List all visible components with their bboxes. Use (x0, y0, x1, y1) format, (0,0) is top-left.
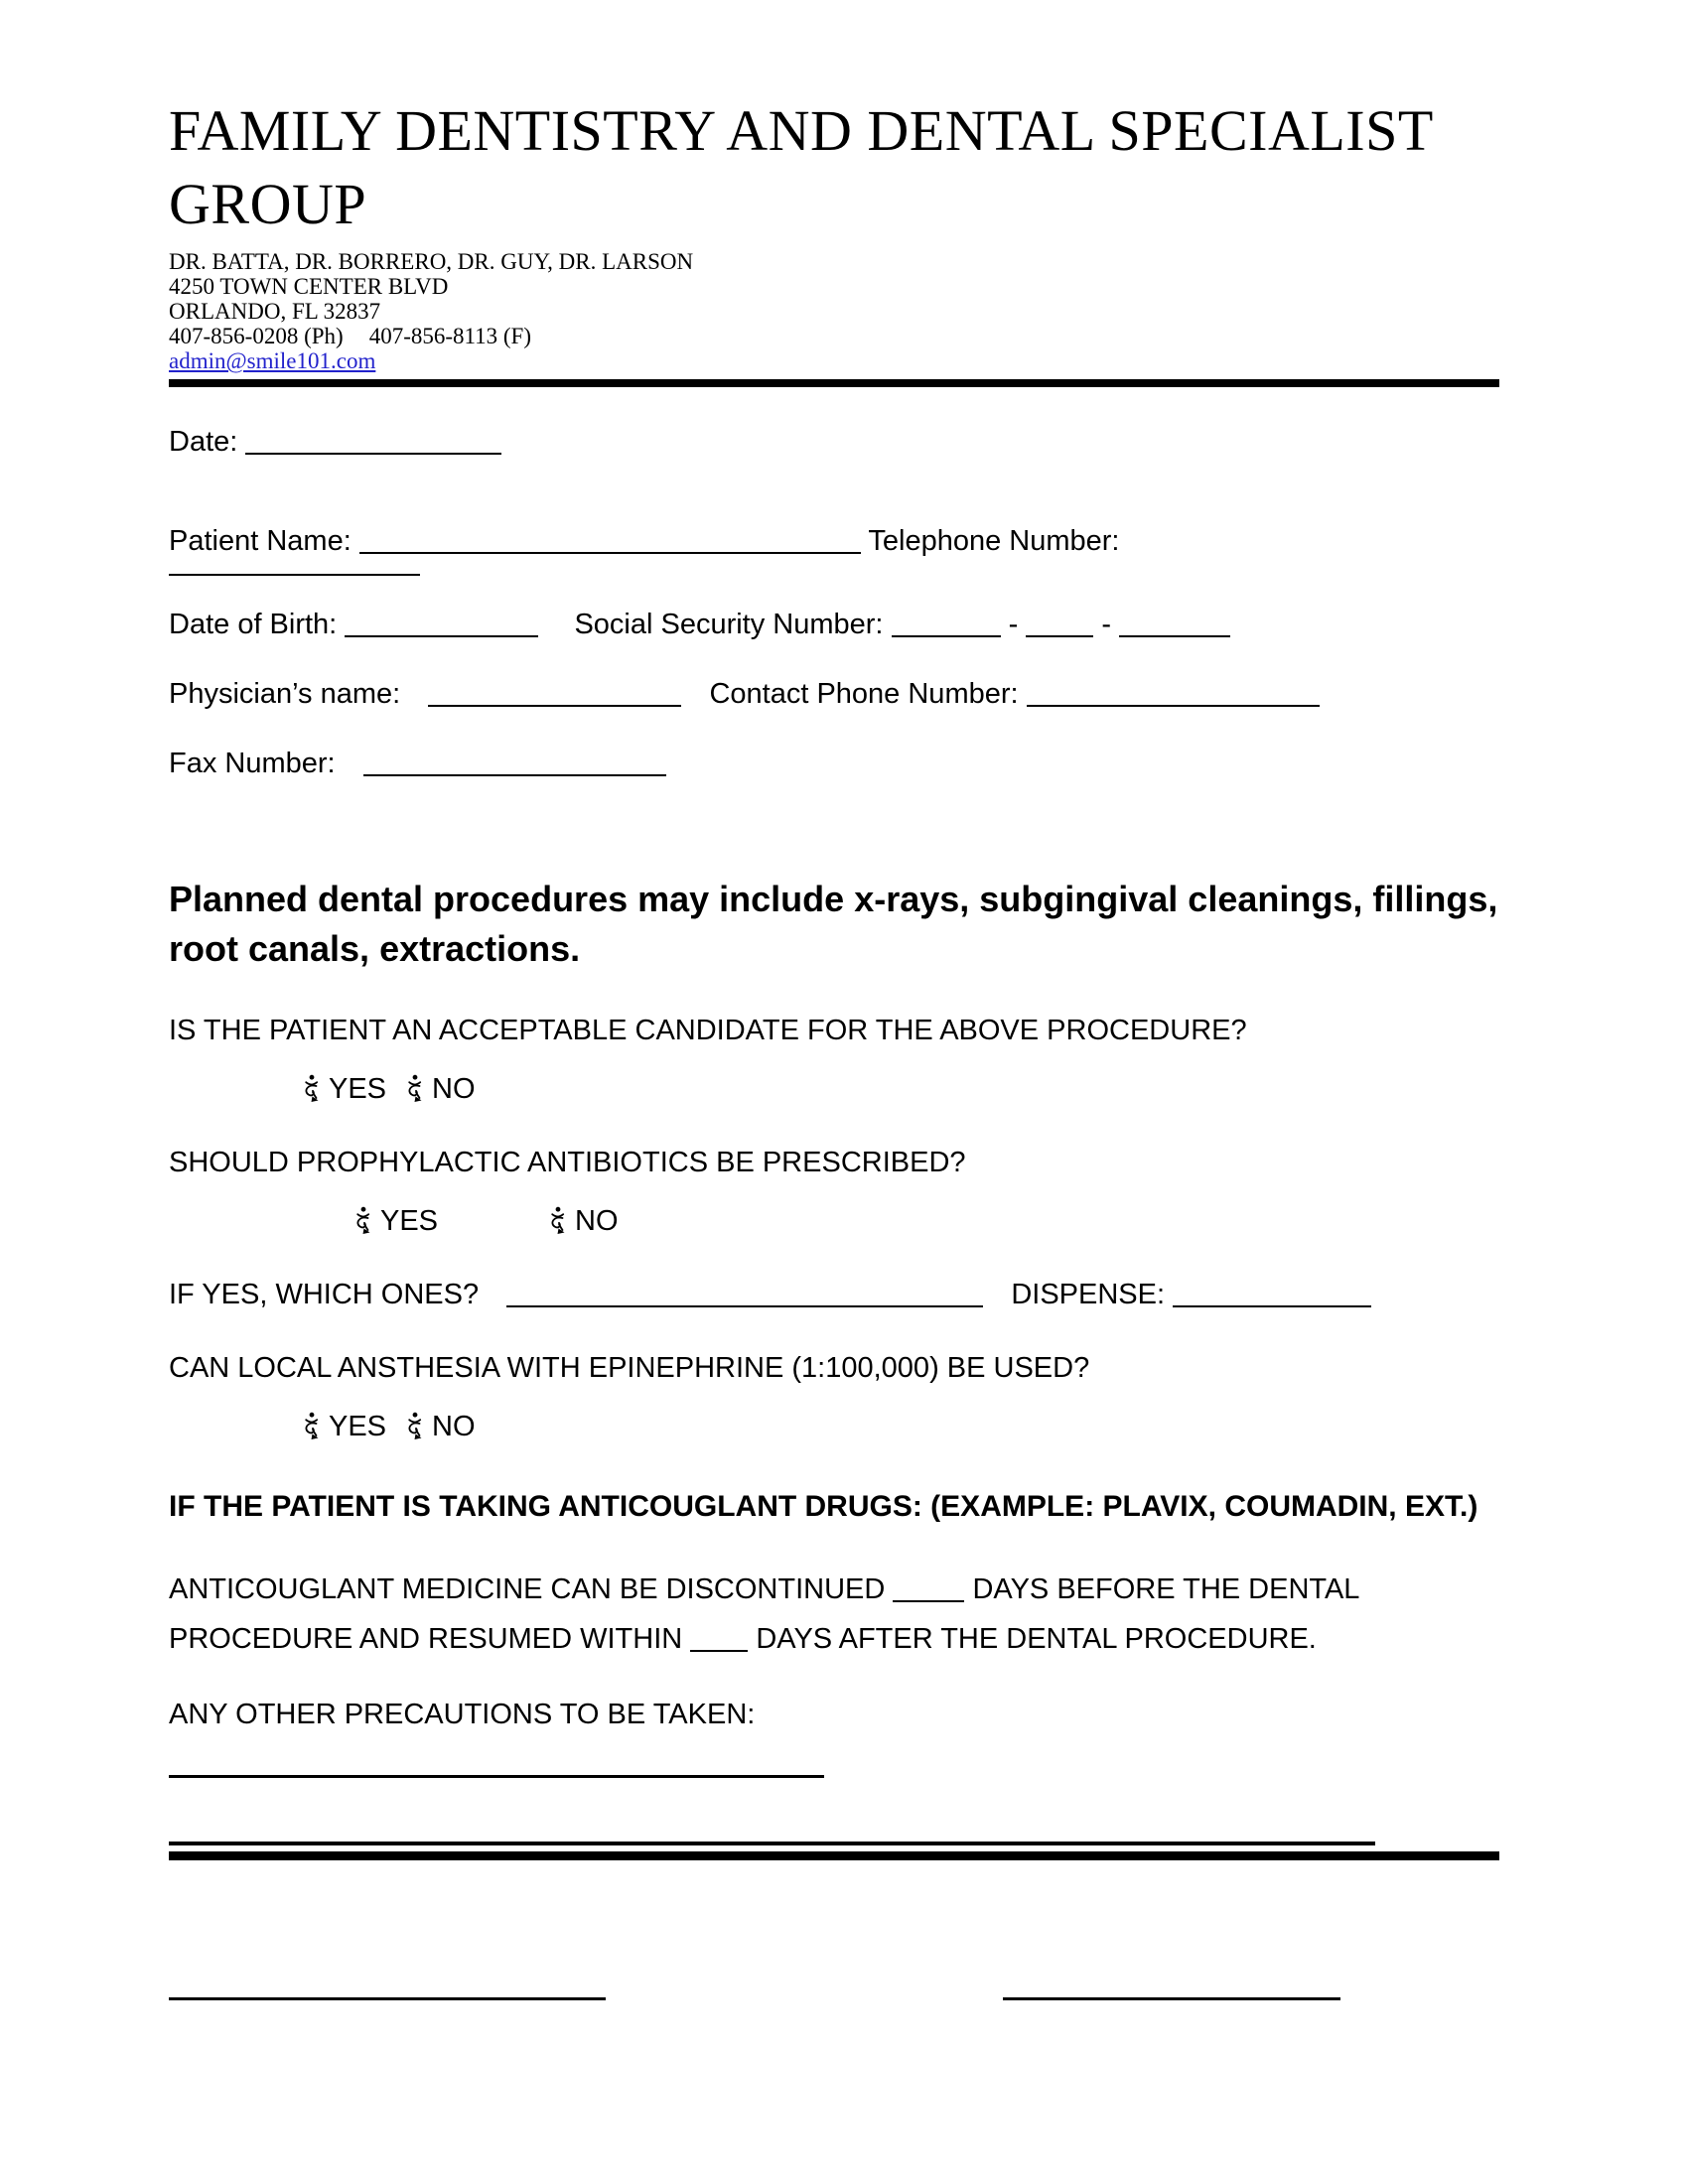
phone-fax-line (169, 324, 1499, 348)
anticoagulant-sentence-part2: DAYS BEFORE THE DENTAL PROCEDURE AND RESUMED WITHIN (169, 1572, 1359, 1655)
clinic-name: FAMILY DENTISTRY AND DENTAL SPECIALIST GROUP (169, 98, 1433, 237)
question-anesthesia: CAN LOCAL ANSTHESIA WITH EPINEPHRINE (1:100,000) BE USED? (169, 1351, 1090, 1384)
dob-blank-line (345, 615, 538, 637)
ssn-blank-2 (1026, 615, 1093, 637)
contact-phone-blank-line (1027, 685, 1320, 707)
candidate-no-option[interactable] (404, 1073, 476, 1106)
no-label: NO (432, 1072, 476, 1105)
yes-label: YES (329, 1072, 387, 1105)
checkbox-icon[interactable] (301, 1412, 322, 1441)
physician-field-row (169, 677, 1499, 711)
date-field-row (169, 425, 1499, 459)
yes-label: YES (380, 1204, 439, 1237)
anticoagulant-sentence-part3: DAYS AFTER THE DENTAL PROCEDURE. (756, 1622, 1317, 1655)
anticoagulant-heading: IF THE PATIENT IS TAKING ANTICOUGLANT DRUGS: (EXAMPLE: PLAVIX, COUMADIN, EXT.) (169, 1489, 1478, 1523)
antibiotics-yes-no-row (169, 1205, 1499, 1238)
signature-blank-line (169, 1997, 606, 2000)
ssn-dash-1: - (1008, 609, 1019, 641)
dispense-label: DISPENSE: (1011, 1278, 1166, 1310)
patient-name-label: Patient Name: (169, 525, 352, 558)
physician-name-label: Physician’s name: (169, 678, 401, 711)
date-blank-line (245, 433, 501, 455)
physician-name-blank-line (428, 685, 681, 707)
fax-number: 407-856-8113 (F) (368, 324, 532, 349)
no-label: NO (432, 1410, 476, 1442)
section-divider-rule (169, 1851, 1499, 1860)
which-ones-field-row (169, 1278, 1499, 1311)
anesthesia-yes-option[interactable] (301, 1411, 386, 1443)
precautions-label: ANY OTHER PRECAUTIONS TO BE TAKEN: (169, 1698, 756, 1730)
telephone-label: Telephone Number: (868, 525, 1120, 558)
which-ones-label: IF YES, WHICH ONES? (169, 1278, 480, 1310)
dob-ssn-field-row (169, 608, 1499, 641)
ssn-blank-1 (892, 615, 1001, 637)
fax-number-label: Fax Number: (169, 748, 336, 780)
no-label: NO (575, 1204, 619, 1237)
clinic-contact-block (169, 249, 1499, 373)
dob-label: Date of Birth: (169, 609, 338, 641)
header-divider-rule (169, 379, 1499, 387)
patient-name-blank-line (359, 532, 861, 554)
checkbox-icon[interactable] (301, 1074, 322, 1104)
antibiotics-no-option[interactable] (547, 1205, 619, 1238)
address-line-2: ORLANDO, FL 32837 (169, 299, 381, 325)
precautions-blank-line-2 (169, 1842, 1375, 1845)
checkbox-icon[interactable] (404, 1412, 425, 1441)
ssn-label: Social Security Number: (574, 609, 884, 641)
anesthesia-no-option[interactable] (404, 1411, 476, 1443)
date-label: Date: (169, 426, 238, 459)
anticoagulant-paragraph (169, 1565, 1499, 1664)
precautions-blank-line (169, 1775, 824, 1778)
days-before-blank (893, 1580, 964, 1602)
signature-row (169, 1997, 1499, 2000)
checkbox-icon[interactable] (352, 1206, 373, 1236)
ssn-dash-2: - (1101, 609, 1112, 641)
anesthesia-yes-no-row (169, 1411, 1499, 1443)
checkbox-icon[interactable] (547, 1206, 568, 1236)
antibiotics-yes-option[interactable] (352, 1205, 438, 1238)
telephone-blank-line (169, 574, 420, 576)
question-antibiotics: SHOULD PROPHYLACTIC ANTIBIOTICS BE PRESCRIBED? (169, 1146, 966, 1178)
question-candidate: IS THE PATIENT AN ACCEPTABLE CANDIDATE FOR THE ABOVE PROCEDURE? (169, 1014, 1247, 1046)
dispense-blank-line (1173, 1286, 1371, 1307)
checkbox-icon[interactable] (404, 1074, 425, 1104)
yes-label: YES (329, 1410, 387, 1442)
date-signed-blank-line (1003, 1997, 1340, 2000)
fax-number-blank-line (363, 754, 666, 776)
which-ones-blank-line (506, 1286, 983, 1307)
phone-number: 407-856-0208 (Ph) (169, 324, 344, 349)
email-link[interactable]: admin@smile101.com (169, 348, 376, 374)
planned-procedures-heading: Planned dental procedures may include x-rays, subgingival cleanings, fillings, root canals, extractions. (169, 879, 1498, 970)
days-after-blank (690, 1630, 748, 1652)
ssn-blank-3 (1119, 615, 1230, 637)
address-line-1: 4250 TOWN CENTER BLVD (169, 274, 449, 300)
doctors-line: DR. BATTA, DR. BORRERO, DR. GUY, DR. LARSON (169, 249, 694, 275)
patient-name-field-row (169, 524, 1499, 558)
fax-field-row (169, 747, 1499, 780)
anticoagulant-sentence-part1: ANTICOUGLANT MEDICINE CAN BE DISCONTINUED (169, 1572, 886, 1605)
candidate-yes-option[interactable] (301, 1073, 386, 1106)
candidate-yes-no-row (169, 1073, 1499, 1106)
contact-phone-label: Contact Phone Number: (709, 678, 1019, 711)
